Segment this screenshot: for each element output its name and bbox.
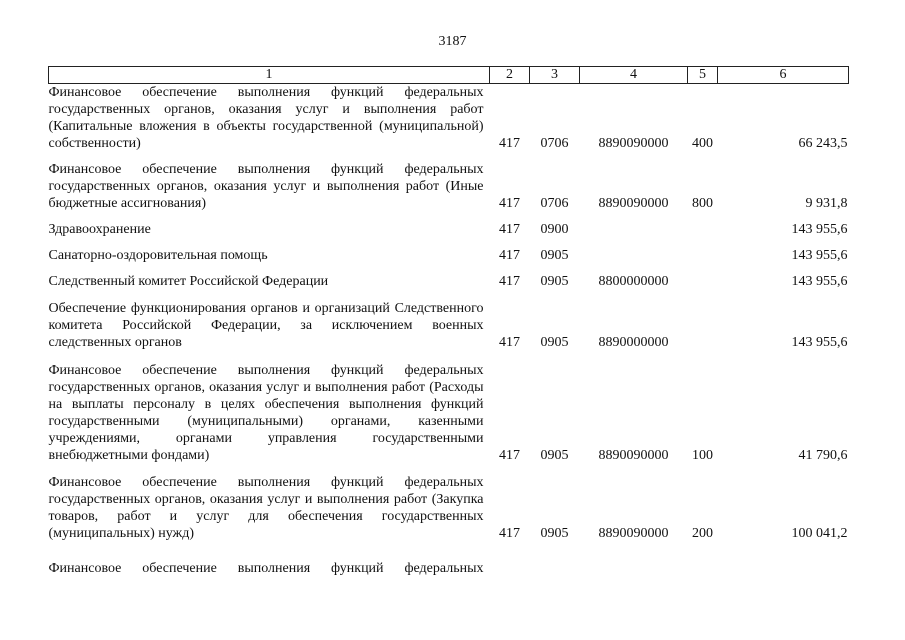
row-expense-type	[688, 221, 718, 247]
row-expense-type	[688, 299, 718, 360]
row-article: 8890090000	[598, 448, 669, 463]
row-article: 8890090000	[598, 526, 669, 541]
table-row	[49, 247, 849, 273]
row-name: Финансовое обеспечение выполнения функций федеральных государственных органов, оказания услуг и выполнения работ (Иные бюджетные ассигнования)	[48, 162, 484, 211]
row-expense-type: 200	[692, 526, 713, 541]
table-header	[49, 67, 849, 84]
row-name: Финансовое обеспечение выполнения функций федеральных	[48, 561, 484, 576]
row-name: Финансовое обеспечение выполнения функций федеральных государственных органов, оказания услуг и выполнения работ (Закупка товаров, работ и услуг для обеспечения государственных (муниципальных) нужд)	[48, 475, 484, 541]
table-row	[49, 84, 849, 162]
row-article: 8800000000	[598, 274, 669, 289]
row-expense-type: 800	[692, 196, 713, 211]
row-article	[580, 221, 688, 247]
header-col-1: 1	[49, 67, 490, 84]
row-name: Здравоохранение	[48, 222, 151, 237]
row-article	[580, 551, 688, 577]
budget-table	[48, 66, 849, 577]
row-expense-type	[688, 273, 718, 299]
page-number: 3187	[438, 34, 467, 49]
row-name: Финансовое обеспечение выполнения функций федеральных государственных органов, оказания услуг и выполнения работ (Расходы на выплаты персоналу в целях обеспечения выполнения функций государственными (муниципальными) органами, казенными учреждениями, органами управления государственными внебюджетными фондами)	[48, 363, 484, 463]
row-ministry: 417	[499, 222, 520, 237]
row-ministry: 417	[499, 335, 520, 350]
row-section: 0905	[540, 335, 569, 350]
row-article: 8890090000	[598, 196, 669, 211]
row-section: 0706	[540, 136, 569, 151]
header-row	[49, 67, 849, 84]
row-article: 8890000000	[598, 335, 669, 350]
header-col-2: 2	[490, 67, 530, 84]
table-row	[49, 161, 849, 221]
header-col-3: 3	[530, 67, 580, 84]
row-ministry: 417	[499, 248, 520, 263]
row-section: 0706	[540, 196, 569, 211]
row-expense-type	[688, 247, 718, 273]
table-row	[49, 473, 849, 551]
row-amount: 9 931,8	[805, 196, 848, 211]
row-name: Санаторно-оздоровительная помощь	[48, 248, 268, 263]
row-name: Следственный комитет Российской Федерации	[48, 274, 329, 289]
row-section: 0905	[540, 526, 569, 541]
row-ministry: 417	[499, 196, 520, 211]
row-section: 0900	[540, 222, 569, 237]
row-ministry: 417	[499, 526, 520, 541]
row-section: 0905	[540, 248, 569, 263]
row-amount: 143 955,6	[791, 248, 848, 263]
row-ministry: 417	[499, 274, 520, 289]
table-row	[49, 551, 849, 577]
row-amount: 143 955,6	[791, 274, 848, 289]
row-name: Обеспечение функционирования органов и организаций Следственного комитета Российской Федерации, за исключением военных следственных органов	[48, 301, 484, 350]
row-article	[580, 247, 688, 273]
table-row	[49, 360, 849, 473]
row-amount: 66 243,5	[798, 136, 848, 151]
row-amount: 143 955,6	[791, 222, 848, 237]
table-body	[49, 84, 849, 578]
table-row	[49, 221, 849, 247]
header-col-5: 5	[688, 67, 718, 84]
table-row	[49, 273, 849, 299]
row-ministry: 417	[499, 448, 520, 463]
header-col-4: 4	[580, 67, 688, 84]
row-section: 0905	[540, 448, 569, 463]
row-amount: 41 790,6	[798, 448, 848, 463]
row-section	[530, 551, 580, 577]
table-row	[49, 299, 849, 360]
row-ministry: 417	[499, 136, 520, 151]
row-article: 8890090000	[598, 136, 669, 151]
row-amount: 100 041,2	[791, 526, 848, 541]
row-name: Финансовое обеспечение выполнения функций федеральных государственных органов, оказания услуг и выполнения работ (Капитальные вложения в объекты государственной (муниципальной) собственности)	[48, 85, 484, 151]
row-amount	[718, 551, 849, 577]
header-col-6: 6	[718, 67, 849, 84]
row-ministry	[490, 551, 530, 577]
row-amount: 143 955,6	[791, 335, 848, 350]
row-expense-type: 400	[692, 136, 713, 151]
row-expense-type: 100	[692, 448, 713, 463]
row-section: 0905	[540, 274, 569, 289]
row-expense-type	[688, 551, 718, 577]
